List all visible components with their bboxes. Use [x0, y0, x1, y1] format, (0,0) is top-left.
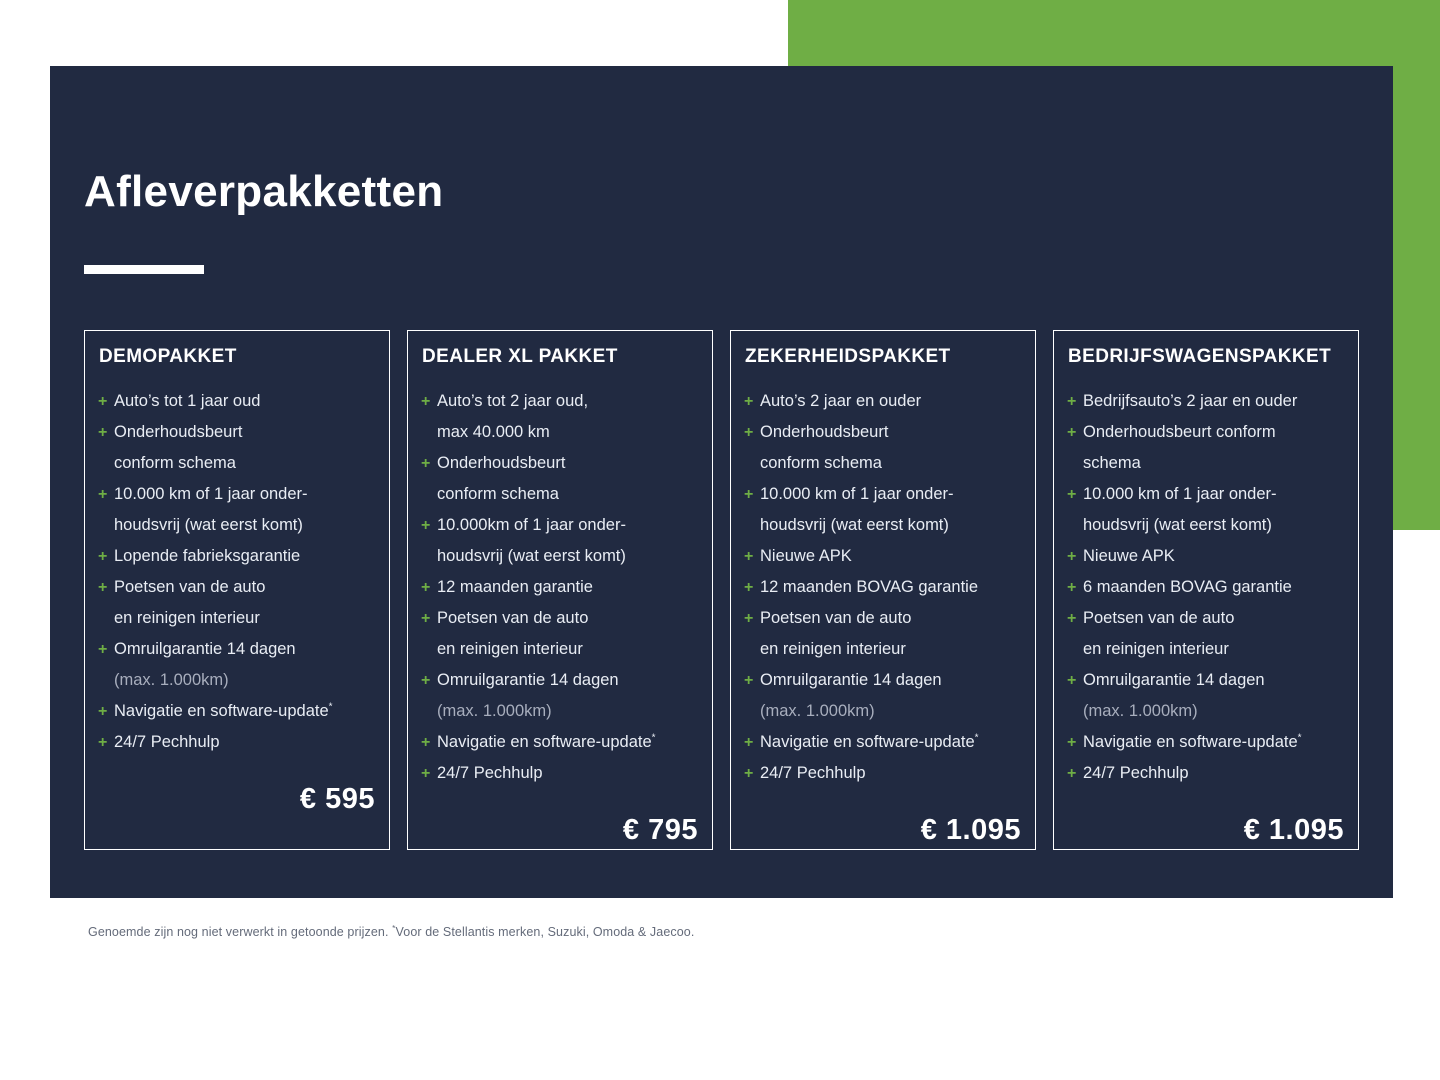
item-lines — [114, 417, 376, 479]
plus-icon: + — [98, 703, 108, 720]
package-item — [744, 727, 1022, 758]
package-item — [744, 417, 1022, 479]
item-lines — [437, 727, 699, 758]
item-line: Poetsen van de auto — [760, 609, 912, 627]
plus-icon: + — [1067, 579, 1077, 596]
item-lines — [1083, 572, 1345, 603]
item-lines — [760, 417, 1022, 479]
asterisk: * — [328, 701, 333, 713]
package-item — [98, 541, 376, 572]
item-line: Onderhoudsbeurt — [760, 423, 889, 441]
item-line: Poetsen van de auto — [437, 609, 589, 627]
package-item — [98, 572, 376, 634]
item-line: Omruilgarantie 14 dagen — [114, 640, 296, 658]
item-lines — [114, 541, 376, 572]
package-item — [744, 541, 1022, 572]
package-item — [744, 603, 1022, 665]
item-line: Poetsen van de auto — [114, 578, 266, 596]
item-line: Poetsen van de auto — [1083, 609, 1235, 627]
item-line: houdsvrij (wat eerst komt) — [760, 516, 949, 534]
item-line: (max. 1.000km) — [1083, 702, 1198, 720]
package-item — [1067, 541, 1345, 572]
item-line: 24/7 Pechhulp — [437, 764, 543, 782]
item-lines — [1083, 727, 1345, 758]
plus-icon: + — [98, 641, 108, 658]
plus-icon: + — [421, 672, 431, 689]
plus-icon: + — [1067, 486, 1077, 503]
package-item — [421, 510, 699, 572]
package-item-list — [98, 386, 376, 758]
package-item-list — [1067, 386, 1345, 789]
item-line: Nieuwe APK — [760, 547, 852, 565]
plus-icon: + — [744, 579, 754, 596]
package-item — [1067, 665, 1345, 727]
item-line: Navigatie en software-update* — [1083, 732, 1302, 751]
title-underline — [84, 265, 204, 274]
item-line: max 40.000 km — [437, 423, 550, 441]
item-lines — [437, 603, 699, 665]
package-item — [421, 603, 699, 665]
package-price: € 795 — [622, 814, 698, 846]
package-item-list — [421, 386, 699, 789]
item-lines — [760, 727, 1022, 758]
item-lines — [1083, 665, 1345, 727]
footnote-text-2: Voor de Stellantis merken, Suzuki, Omoda & Jaecoo. — [395, 925, 695, 939]
item-line: (max. 1.000km) — [437, 702, 552, 720]
item-line: 10.000 km of 1 jaar onder- — [114, 485, 308, 503]
plus-icon: + — [98, 579, 108, 596]
package-price: € 1.095 — [920, 814, 1021, 846]
item-line: 12 maanden BOVAG garantie — [760, 578, 978, 596]
item-line: schema — [1083, 454, 1141, 472]
item-lines — [760, 541, 1022, 572]
item-line: Nieuwe APK — [1083, 547, 1175, 565]
package-item — [98, 386, 376, 417]
package-card — [407, 330, 713, 850]
item-lines — [114, 572, 376, 634]
item-line: (max. 1.000km) — [114, 671, 229, 689]
package-item — [421, 572, 699, 603]
item-lines — [114, 634, 376, 696]
item-lines — [437, 665, 699, 727]
item-line: Navigatie en software-update* — [437, 732, 656, 751]
footnote-text-1: Genoemde zijn nog niet verwerkt in getoonde prijzen. — [88, 925, 393, 939]
package-item — [1067, 572, 1345, 603]
item-lines — [1083, 541, 1345, 572]
package-item — [1067, 386, 1345, 417]
item-lines — [760, 572, 1022, 603]
plus-icon: + — [1067, 765, 1077, 782]
package-item — [421, 727, 699, 758]
package-item — [1067, 417, 1345, 479]
item-line: houdsvrij (wat eerst komt) — [1083, 516, 1272, 534]
package-item — [98, 696, 376, 727]
package-card — [730, 330, 1036, 850]
item-line: en reinigen interieur — [1083, 640, 1229, 658]
item-lines — [1083, 417, 1345, 479]
item-lines — [114, 727, 376, 758]
item-line: houdsvrij (wat eerst komt) — [114, 516, 303, 534]
item-line: en reinigen interieur — [114, 609, 260, 627]
plus-icon: + — [421, 393, 431, 410]
item-line: 6 maanden BOVAG garantie — [1083, 578, 1292, 596]
package-price: € 1.095 — [1243, 814, 1344, 846]
main-panel — [50, 66, 1393, 898]
plus-icon: + — [1067, 610, 1077, 627]
item-line: 24/7 Pechhulp — [760, 764, 866, 782]
package-item — [744, 479, 1022, 541]
item-lines — [1083, 386, 1345, 417]
item-line: Navigatie en software-update* — [114, 701, 333, 720]
plus-icon: + — [1067, 424, 1077, 441]
plus-icon: + — [98, 548, 108, 565]
item-lines — [114, 696, 376, 727]
package-card — [84, 330, 390, 850]
package-row — [84, 330, 1359, 850]
plus-icon: + — [744, 765, 754, 782]
package-item — [421, 758, 699, 789]
package-name: DEALER XL PAKKET — [422, 346, 618, 367]
asterisk: * — [651, 732, 656, 744]
plus-icon: + — [744, 424, 754, 441]
plus-icon: + — [744, 486, 754, 503]
package-item — [421, 448, 699, 510]
plus-icon: + — [421, 765, 431, 782]
item-line: Navigatie en software-update* — [760, 732, 979, 751]
item-lines — [760, 758, 1022, 789]
plus-icon: + — [1067, 548, 1077, 565]
package-item — [744, 386, 1022, 417]
item-line: en reinigen interieur — [437, 640, 583, 658]
item-line: Bedrijfsauto’s 2 jaar en ouder — [1083, 392, 1298, 410]
item-line: Omruilgarantie 14 dagen — [437, 671, 619, 689]
item-line: 10.000 km of 1 jaar onder- — [1083, 485, 1277, 503]
item-line: 12 maanden garantie — [437, 578, 593, 596]
package-item — [1067, 479, 1345, 541]
plus-icon: + — [98, 424, 108, 441]
item-lines — [760, 665, 1022, 727]
item-lines — [114, 386, 376, 417]
item-lines — [760, 479, 1022, 541]
package-card — [1053, 330, 1359, 850]
footnote-asterisk: * — [392, 922, 396, 933]
item-line: Onderhoudsbeurt conform — [1083, 423, 1276, 441]
package-price: € 595 — [299, 783, 375, 815]
package-item — [98, 634, 376, 696]
item-line: Omruilgarantie 14 dagen — [1083, 671, 1265, 689]
plus-icon: + — [1067, 672, 1077, 689]
asterisk: * — [1297, 732, 1302, 744]
item-line: Auto’s tot 1 jaar oud — [114, 392, 261, 410]
plus-icon: + — [1067, 734, 1077, 751]
item-line: conform schema — [114, 454, 236, 472]
asterisk: * — [974, 732, 979, 744]
plus-icon: + — [98, 734, 108, 751]
item-line: Omruilgarantie 14 dagen — [760, 671, 942, 689]
plus-icon: + — [421, 517, 431, 534]
plus-icon: + — [421, 579, 431, 596]
item-lines — [114, 479, 376, 541]
package-item — [1067, 603, 1345, 665]
package-item — [98, 479, 376, 541]
item-line: 24/7 Pechhulp — [114, 733, 220, 751]
item-line: Onderhoudsbeurt — [114, 423, 243, 441]
item-lines — [1083, 603, 1345, 665]
item-lines — [437, 510, 699, 572]
plus-icon: + — [744, 548, 754, 565]
item-line: houdsvrij (wat eerst komt) — [437, 547, 626, 565]
plus-icon: + — [98, 486, 108, 503]
package-item — [1067, 758, 1345, 789]
package-name: BEDRIJFSWAGENSPAKKET — [1068, 346, 1332, 367]
page-title: Afleverpakketten — [84, 167, 444, 216]
item-line: conform schema — [760, 454, 882, 472]
plus-icon: + — [1067, 393, 1077, 410]
item-lines — [760, 603, 1022, 665]
item-lines — [760, 386, 1022, 417]
item-lines — [1083, 758, 1345, 789]
plus-icon: + — [98, 393, 108, 410]
item-lines — [1083, 479, 1345, 541]
item-lines — [437, 758, 699, 789]
package-item — [1067, 727, 1345, 758]
plus-icon: + — [421, 734, 431, 751]
item-line: Auto’s 2 jaar en ouder — [760, 392, 922, 410]
plus-icon: + — [421, 610, 431, 627]
item-lines — [437, 386, 699, 448]
item-line: 10.000 km of 1 jaar onder- — [760, 485, 954, 503]
package-item-list — [744, 386, 1022, 789]
item-line: Lopende fabrieksgarantie — [114, 547, 301, 565]
item-line: Auto’s tot 2 jaar oud, — [437, 392, 589, 410]
item-line: 24/7 Pechhulp — [1083, 764, 1189, 782]
footnote — [88, 924, 694, 940]
plus-icon: + — [421, 455, 431, 472]
item-lines — [437, 572, 699, 603]
item-line: en reinigen interieur — [760, 640, 906, 658]
package-item — [744, 665, 1022, 727]
package-item — [98, 727, 376, 758]
item-line: 10.000km of 1 jaar onder- — [437, 516, 626, 534]
package-item — [744, 572, 1022, 603]
plus-icon: + — [744, 610, 754, 627]
package-item — [744, 758, 1022, 789]
item-line: Onderhoudsbeurt — [437, 454, 566, 472]
plus-icon: + — [744, 672, 754, 689]
package-item — [421, 665, 699, 727]
package-name: DEMOPAKKET — [99, 346, 237, 367]
package-item — [98, 417, 376, 479]
package-name: ZEKERHEIDSPAKKET — [745, 346, 951, 367]
plus-icon: + — [744, 734, 754, 751]
item-line: (max. 1.000km) — [760, 702, 875, 720]
plus-icon: + — [744, 393, 754, 410]
item-lines — [437, 448, 699, 510]
item-line: conform schema — [437, 485, 559, 503]
package-item — [421, 386, 699, 448]
